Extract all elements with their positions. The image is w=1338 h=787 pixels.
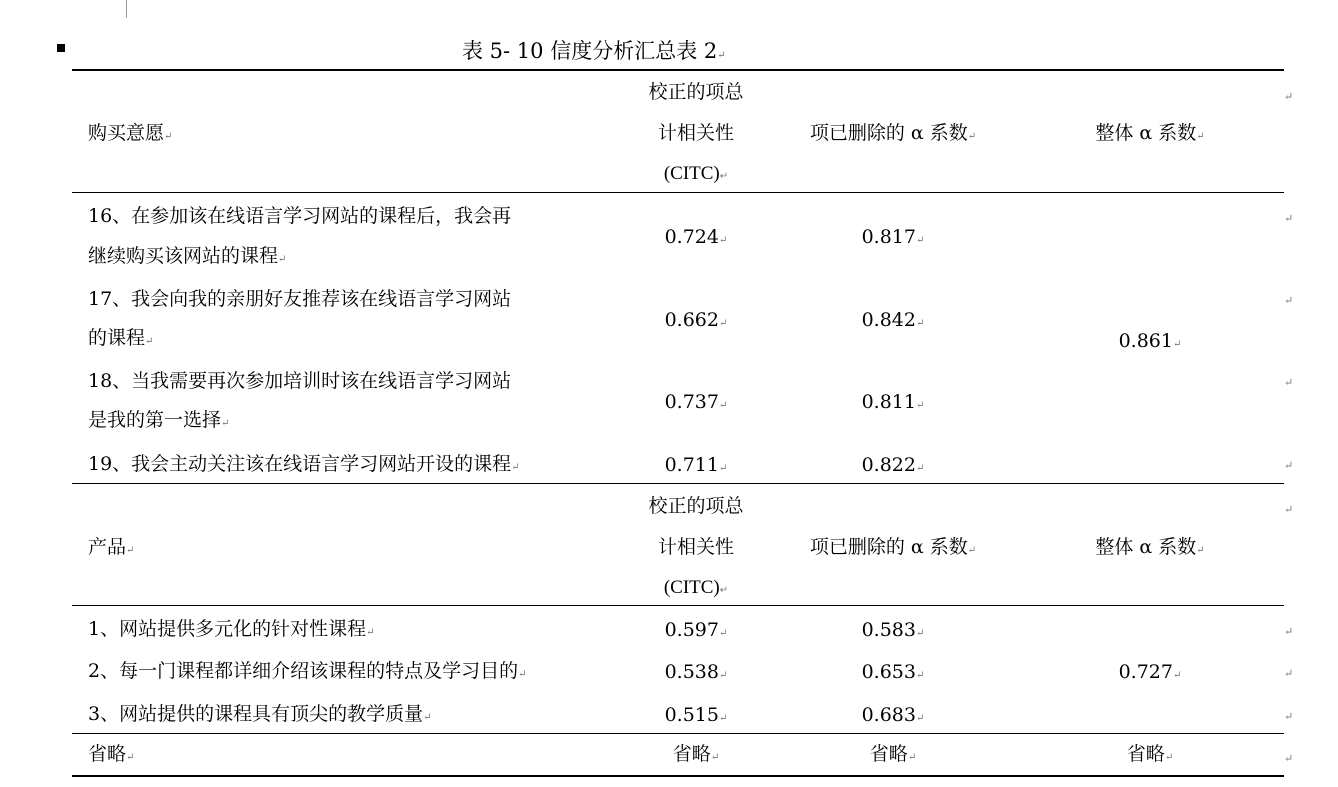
row-end-mark: ↵ [1284,710,1294,723]
item-text-line1: 19、我会主动关注该在线语言学习网站开设的课程↵ [88,453,520,475]
header-alpha-overall: 整体 α 系数↵ [1095,536,1205,558]
citc-value: 0.711↵ [664,454,728,476]
alpha-deleted-value: 0.817↵ [861,226,925,248]
item-text-line1: 3、网站提供的课程具有顶尖的教学质量↵ [88,703,432,725]
header1-bottom-rule [72,192,1284,193]
omitted-alpha-overall: 省略↵ [1126,743,1174,765]
citc-value: 0.597↵ [664,619,728,641]
header-citc-line3: (CITC)↵ [663,577,729,598]
omitted-item: 省略↵ [88,743,135,765]
header-citc-line3: (CITC)↵ [663,163,729,184]
alpha-deleted-value: 0.653↵ [861,661,925,683]
table-caption-text: 表 5- 10 信度分析汇总表 2 [462,39,718,63]
cell-end-mark: ↵ [717,50,726,61]
row-end-mark: ↵ [1284,294,1294,307]
row-end-mark: ↵ [1284,90,1294,103]
alpha-deleted-value: 0.811↵ [861,391,925,413]
header-citc-line1: 校正的项总 [648,81,744,103]
row-end-mark: ↵ [1284,667,1294,680]
header-citc-line2: 计相关性 [657,536,734,558]
table-caption [462,38,726,69]
row-end-mark: ↵ [1284,503,1294,516]
header-citc-line1: 校正的项总 [648,495,744,517]
row-end-mark: ↵ [1284,459,1294,472]
item-text-line1: 17、我会向我的亲朋好友推荐该在线语言学习网站 [88,288,512,310]
alpha-deleted-value: 0.583↵ [861,619,925,641]
header-label-product: 产品↵ [88,536,135,558]
paragraph-bullet-marker [57,44,65,52]
citc-value: 0.515↵ [664,704,728,726]
table-bottom-rule [72,775,1284,777]
row-end-mark: ↵ [1284,625,1294,638]
item-text-line2: 继续购买该网站的课程↵ [88,245,287,267]
table-top-rule [72,69,1284,71]
alpha-deleted-value: 0.683↵ [861,704,925,726]
citc-value: 0.724↵ [664,226,728,248]
header-label-purchase-intention: 购买意愿↵ [88,122,173,144]
omitted-alpha-deleted: 省略↵ [869,743,917,765]
header-alpha-overall: 整体 α 系数↵ [1095,122,1205,144]
item-text-line2: 是我的第一选择↵ [88,409,230,431]
alpha-deleted-value: 0.842↵ [861,309,925,331]
citc-value: 0.737↵ [664,391,728,413]
item-text-line1: 18、当我需要再次参加培训时该在线语言学习网站 [88,370,512,392]
section1-bottom-rule [72,483,1284,484]
overall-alpha-value: 0.727↵ [1118,661,1182,683]
citc-value: 0.538↵ [664,661,728,683]
header-alpha-deleted: 项已删除的 α 系数↵ [809,122,977,144]
alpha-deleted-value: 0.822↵ [861,454,925,476]
section2-bottom-rule [72,733,1284,734]
header-alpha-deleted: 项已删除的 α 系数↵ [809,536,977,558]
citc-value: 0.662↵ [664,309,728,331]
header2-bottom-rule [72,605,1284,606]
item-text-line2: 的课程↵ [88,327,154,349]
item-text-line1: 2、每一门课程都详细介绍该课程的特点及学习目的↵ [88,660,527,682]
item-text-line1: 16、在参加该在线语言学习网站的课程后，我会再 [88,205,512,227]
item-text-line1: 1、网站提供多元化的针对性课程↵ [88,618,375,640]
text-cursor-mark [126,0,127,18]
header-citc-line2: 计相关性 [657,122,734,144]
row-end-mark: ↵ [1284,212,1294,225]
row-end-mark: ↵ [1284,752,1294,765]
omitted-citc: 省略↵ [672,743,720,765]
row-end-mark: ↵ [1284,376,1294,389]
overall-alpha-value: 0.861↵ [1118,330,1182,352]
